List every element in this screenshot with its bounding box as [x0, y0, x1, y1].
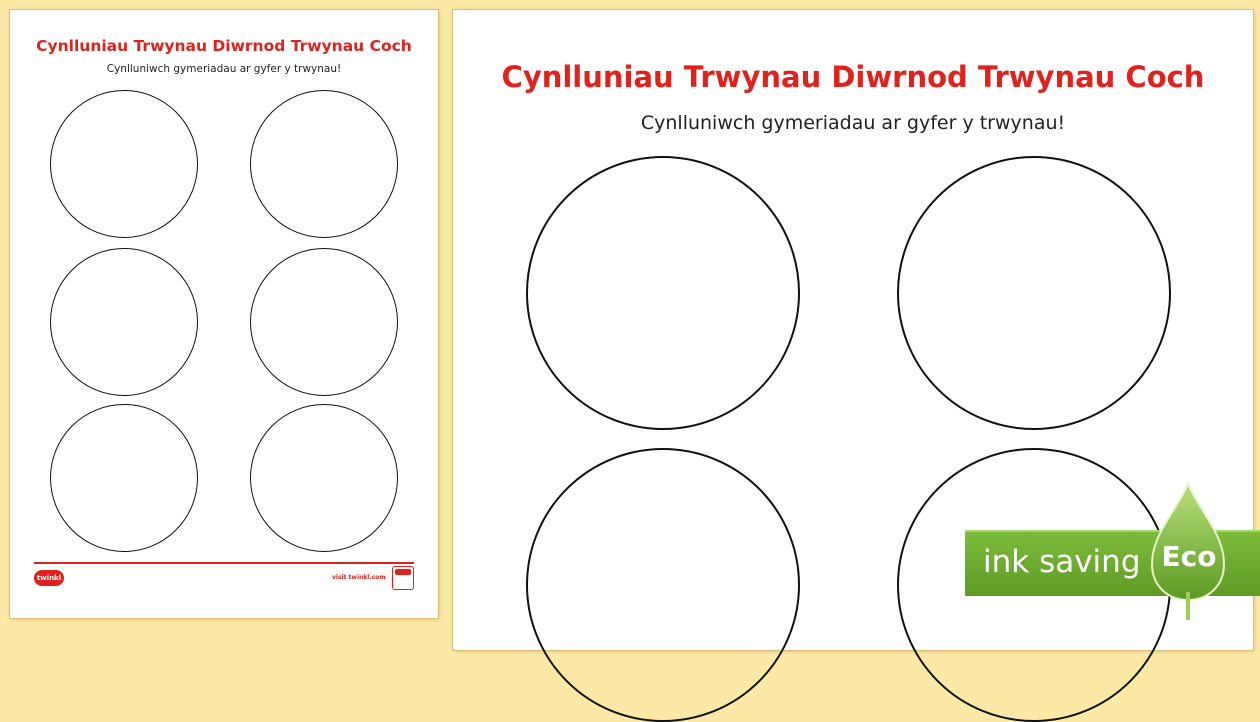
- worksheet-thumbnail[interactable]: [10, 10, 438, 618]
- nose-circle: [526, 156, 800, 430]
- worksheet-subtitle: Cynlluniwch gymeriadau ar gyfer y trwynau!: [106, 63, 342, 75]
- worksheet-title: Cynlluniau Trwynau Diwrnod Trwynau Coch: [501, 60, 1205, 94]
- nose-circle: [526, 448, 800, 722]
- nose-circle: [50, 90, 198, 238]
- nose-circle: [250, 248, 398, 396]
- worksheet-title: Cynlluniau Trwynau Diwrnod Trwynau Coch: [36, 37, 412, 55]
- footer-badge-icon: [392, 566, 414, 590]
- nose-circle: [250, 404, 398, 552]
- eco-label: Eco: [1161, 540, 1217, 573]
- footer-divider: [34, 562, 414, 564]
- ink-saving-label: ink saving: [983, 544, 1141, 580]
- nose-circle: [897, 156, 1171, 430]
- nose-circle: [250, 90, 398, 238]
- twinkl-logo: twinkl: [34, 570, 64, 586]
- nose-circle: [50, 404, 198, 552]
- footer-url: visit twinkl.com: [332, 574, 386, 581]
- nose-circle: [50, 248, 198, 396]
- worksheet-subtitle: Cynlluniwch gymeriadau ar gyfer y trwynau!: [640, 112, 1066, 134]
